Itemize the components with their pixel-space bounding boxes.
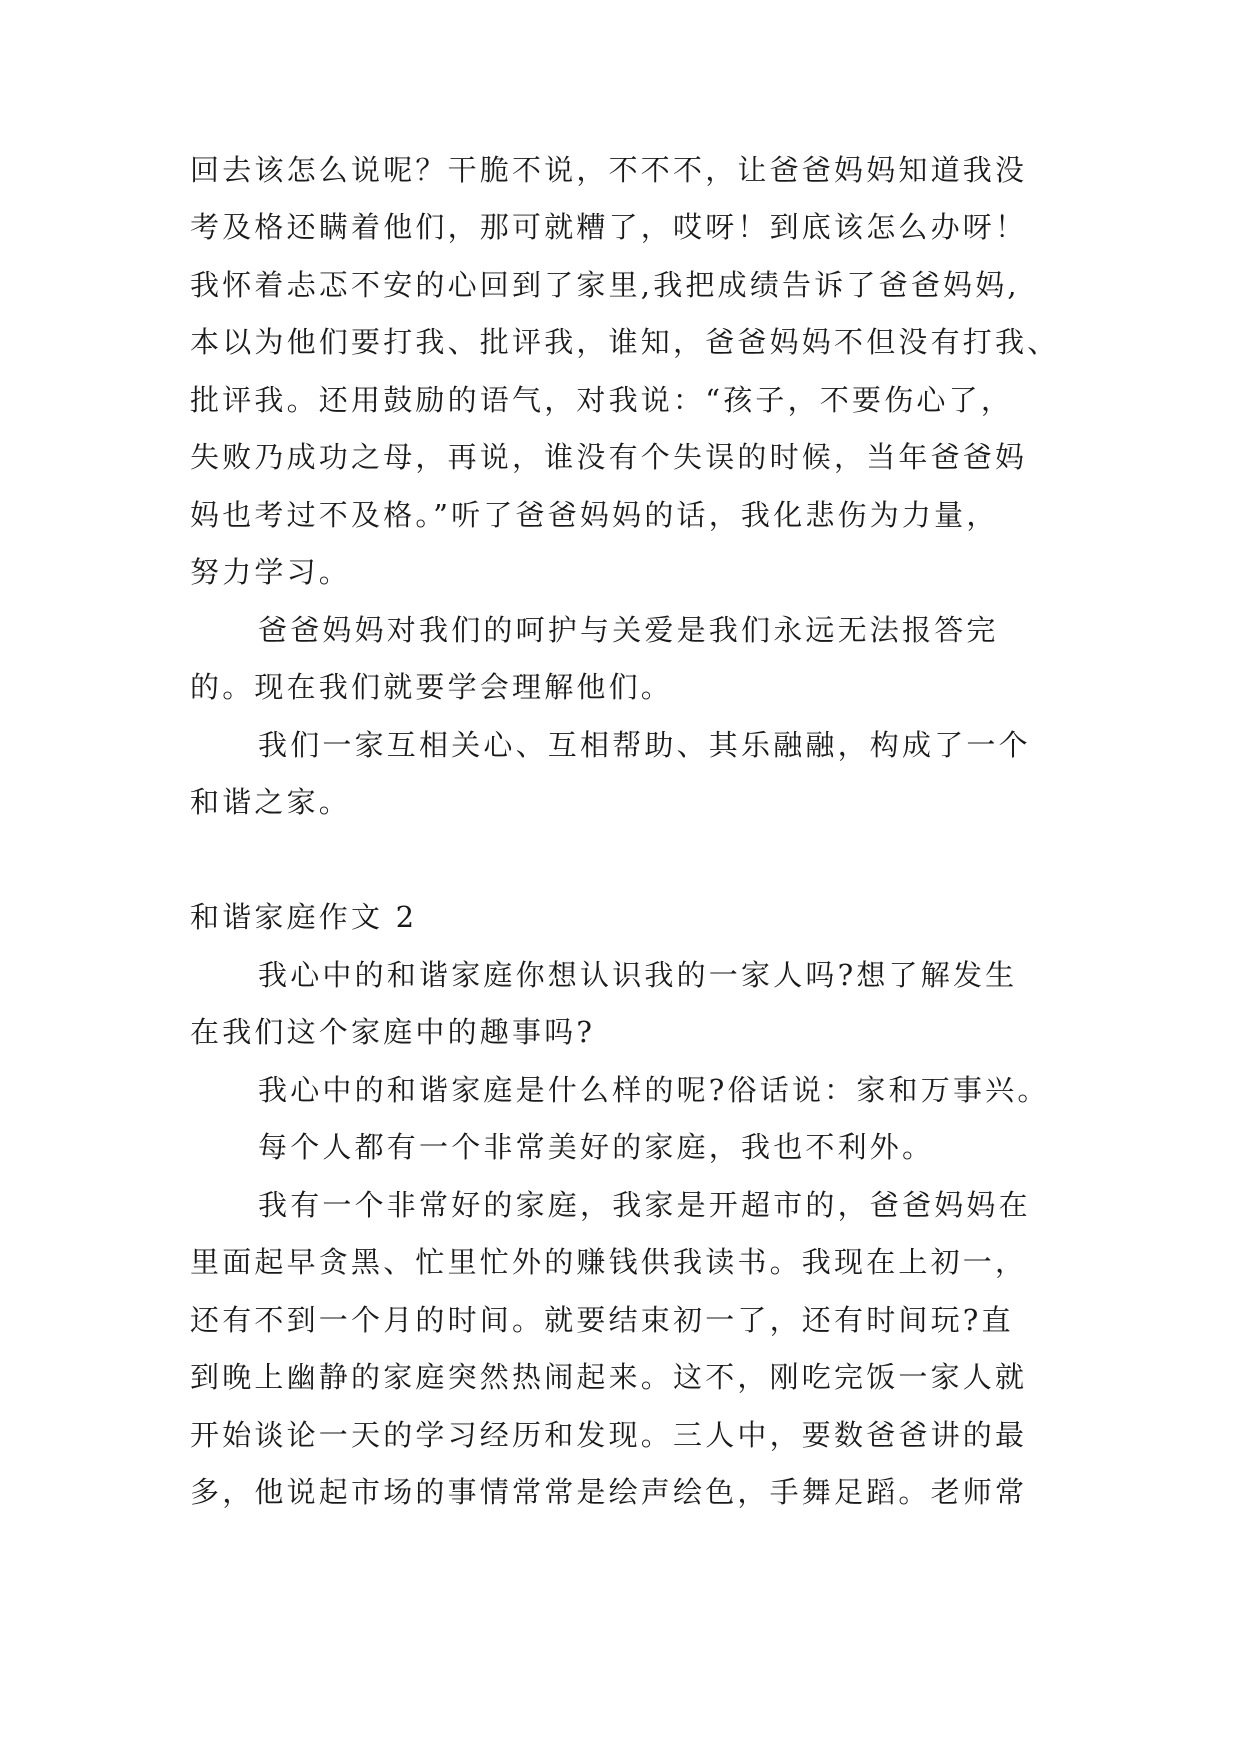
text-line: 开始谈论一天的学习经历和发现。三人中，要数爸爸讲的最 (190, 1418, 1028, 1452)
paragraph-first-line: 我心中的和谐家庭你想认识我的一家人吗?想了解发生 (258, 958, 1018, 992)
section-heading: 和谐家庭作文 2 (190, 900, 418, 934)
text-line: 在我们这个家庭中的趣事吗? (190, 1015, 596, 1049)
paragraph-first-line: 我们一家互相关心、互相帮助、其乐融融，构成了一个 (258, 728, 1031, 762)
paragraph-first-line: 我有一个非常好的家庭，我家是开超市的，爸爸妈妈在 (258, 1188, 1031, 1222)
text-line: 我怀着忐忑不安的心回到了家里,我把成绩告诉了爸爸妈妈, (190, 268, 1020, 302)
text-line: 努力学习。 (190, 555, 352, 589)
text-line: 和谐之家。 (190, 785, 352, 819)
text-line: 还有不到一个月的时间。就要结束初一了，还有时间玩?直 (190, 1303, 1014, 1337)
text-line: 本以为他们要打我、批评我，谁知，爸爸妈妈不但没有打我、 (190, 325, 1060, 359)
text-line: 妈也考过不及格。”听了爸爸妈妈的话，我化悲伤为力量， (190, 498, 999, 532)
text-line: 多，他说起市场的事情常常是绘声绘色，手舞足蹈。老师常 (190, 1475, 1028, 1509)
text-line: 到晚上幽静的家庭突然热闹起来。这不，刚吃完饭一家人就 (190, 1360, 1028, 1394)
text-line: 回去该怎么说呢？干脆不说，不不不，让爸爸妈妈知道我没 (190, 153, 1028, 187)
paragraph-first-line: 爸爸妈妈对我们的呵护与关爱是我们永远无法报答完 (258, 613, 999, 647)
text-line: 失败乃成功之母，再说，谁没有个失误的时候，当年爸爸妈 (190, 440, 1028, 474)
text-line: 批评我。还用鼓励的语气，对我说：“孩子，不要伤心了， (190, 383, 1014, 417)
text-line: 里面起早贪黑、忙里忙外的赚钱供我读书。我现在上初一， (190, 1245, 1028, 1279)
text-line: 考及格还瞒着他们，那可就糟了，哎呀！到底该怎么办呀！ (190, 210, 1028, 244)
paragraph-first-line: 我心中的和谐家庭是什么样的呢?俗话说：家和万事兴。 (258, 1073, 1050, 1107)
text-line: 的。现在我们就要学会理解他们。 (190, 670, 674, 704)
paragraph-first-line: 每个人都有一个非常美好的家庭，我也不利外。 (258, 1130, 935, 1164)
